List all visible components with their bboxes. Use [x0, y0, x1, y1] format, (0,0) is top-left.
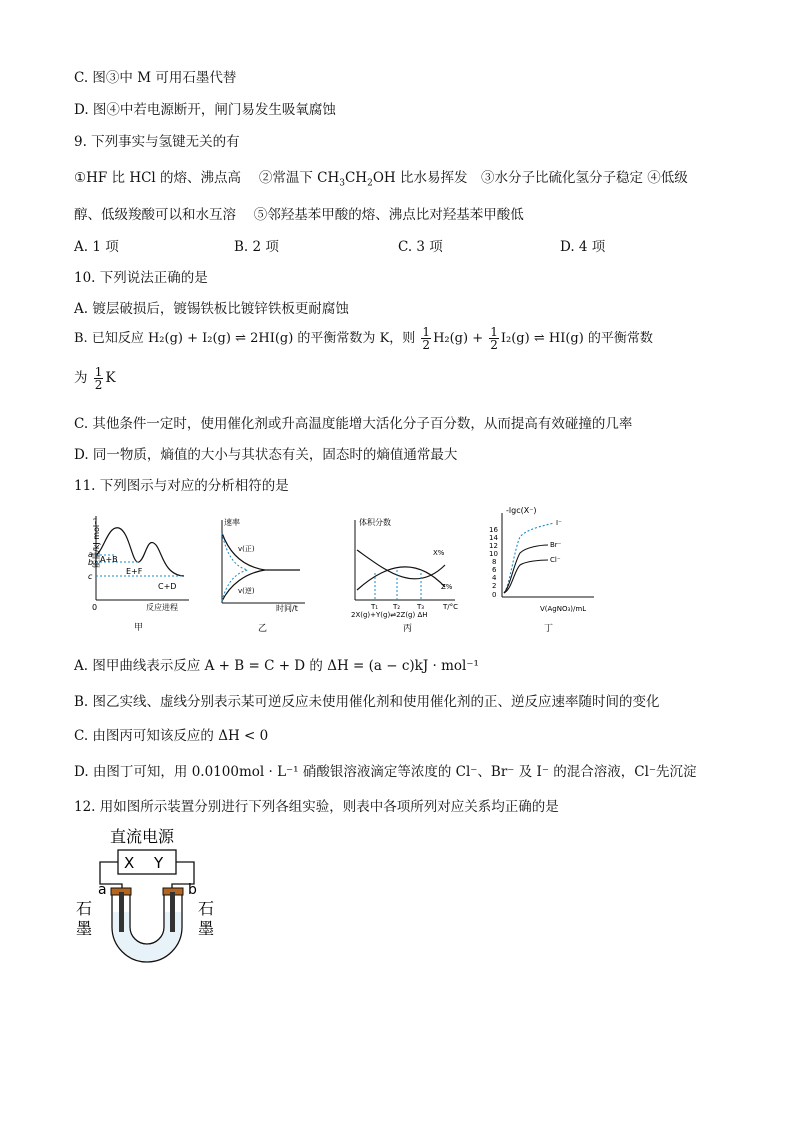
q9-items-mid1: CH — [344, 170, 368, 186]
figure-bing — [345, 515, 470, 637]
x-label: 反应进程 — [146, 603, 178, 612]
x-label: 时间/t — [276, 604, 298, 613]
reverse-label: v(逆) — [238, 587, 255, 595]
terminal-x: X — [124, 854, 135, 872]
figure-yi — [210, 515, 310, 637]
q11-option-b: B. 图乙实线、虚线分别表示某可逆反应未使用催化剂和使用催化剂的正、逆反应速率随时间的变化 — [74, 694, 660, 710]
figure-ding — [486, 505, 601, 637]
tick: 6 — [492, 566, 497, 574]
tick: 16 — [489, 526, 498, 534]
tick: 2 — [492, 582, 497, 590]
forward-solid — [222, 533, 300, 570]
q10-option-a: A. 镀层破损后，镀锡铁板比镀锌铁板更耐腐蚀 — [74, 301, 349, 317]
fraction-half: $\frac{1}{2}$ — [490, 325, 498, 352]
q9-option-a: A. 1 项 — [74, 239, 119, 255]
terminal-y: Y — [154, 854, 164, 872]
option-c-text: C. 图③中 M 可用石墨代替 — [74, 70, 237, 86]
tick: 4 — [492, 574, 497, 582]
q11-option-a: A. 图甲曲线表示反应 A + B = C + D 的 ΔH = (a − c)kJ · mol⁻¹ — [74, 658, 479, 674]
iodide-label: I⁻ — [556, 519, 562, 527]
y-label: 能量/kJ·mol⁻¹ — [92, 517, 101, 568]
right-graphite-2: 墨 — [198, 919, 215, 938]
q9-stem: 9. 下列事实与氢键无关的有 — [74, 134, 240, 150]
forward-label: v(正) — [238, 545, 255, 553]
caption: 丙 — [403, 624, 413, 634]
tick: 8 — [492, 558, 497, 566]
x-percent-curve — [357, 550, 445, 579]
z-percent-label: Z% — [441, 583, 453, 591]
q10-option-b-line1 — [74, 326, 653, 351]
y-label: 速率 — [224, 518, 240, 527]
tick: 14 — [489, 534, 498, 542]
bromide-curve — [504, 545, 548, 593]
option-d-text: D. 图④中若电源断开，闸门易发生吸氧腐蚀 — [74, 102, 336, 118]
t2-label: T₂ — [393, 603, 401, 611]
q9-items-line1: ①HF 比 HCl 的熔、沸点高 ②常温下 $CH_3CH_2OH$ 比水易挥发 ③水分子比硫化氢分子稳定 ④低级 — [74, 170, 688, 189]
x-label: V(AgNO₃)/mL — [540, 605, 587, 613]
caption: 甲 — [134, 623, 144, 633]
y-label: 体积分数 — [359, 518, 391, 527]
q11-option-d: D. 由图丁可知，用 0.0100mol · L⁻¹ 硝酸银溶液滴定等浓度的 Cl⁻、Br⁻ 及 I⁻ 的混合溶液，Cl⁻先沉淀 — [74, 764, 697, 780]
label-cd: C+D — [158, 582, 177, 591]
right-graphite-1: 石 — [198, 899, 215, 918]
q10-option-d: D. 同一物质，熵值的大小与其状态有关，固态时的熵值通常最大 — [74, 447, 458, 463]
t3-label: T₃ — [417, 603, 425, 611]
tick: 10 — [489, 550, 498, 558]
q10-option-c: C. 其他条件一定时，使用催化剂或升高温度能增大活化分子百分数，从而提高有效碰撞的几率 — [74, 416, 633, 432]
u-tube-inner — [130, 892, 164, 944]
q9-option-c: C. 3 项 — [398, 239, 443, 255]
q10-b-part4: 为 — [74, 370, 88, 386]
figure-jia — [74, 510, 194, 635]
q9-items-line2: 醇、低级羧酸可以和水互溶 ⑤邻羟基苯甲酸的熔、沸点比对羟基苯甲酸低 — [74, 207, 524, 223]
chloride-curve — [504, 560, 548, 593]
left-graphite-2: 墨 — [76, 919, 93, 938]
fraction-half: $\frac{1}{2}$ — [94, 365, 103, 392]
q11-option-c: C. 由图丙可知该反应的 ΔH < 0 — [74, 728, 269, 744]
reverse-dashed — [222, 570, 248, 601]
q10-b-part5: K — [105, 370, 116, 386]
power-source-label: 直流电源 — [110, 827, 175, 846]
tick: 12 — [489, 542, 498, 550]
q9-option-b: B. 2 项 — [234, 239, 279, 255]
t-axis-label: T/°C — [443, 603, 459, 611]
z-percent-curve — [357, 567, 445, 590]
q10-b-part1: B. 已知反应 H₂(g) + I₂(g) ⇌ 2HI(g) 的平衡常数为 K，则 — [74, 331, 416, 346]
electrolysis-apparatus — [70, 822, 230, 972]
y-label: -lgc(X⁻) — [506, 506, 537, 515]
q10-stem: 10. 下列说法正确的是 — [74, 270, 208, 286]
fraction-half: $\frac{1}{2}$ — [422, 325, 431, 352]
label-a: a — [88, 550, 93, 559]
t1-label: T₁ — [371, 603, 379, 611]
q11-stem: 11. 下列图示与对应的分析相符的是 — [74, 478, 289, 494]
q9-items-pre: ①HF 比 HCl 的熔、沸点高 ②常温下 CH — [74, 170, 340, 186]
electrode-a-label: a — [98, 882, 107, 898]
q10-option-b-line2 — [74, 366, 116, 391]
origin-label: 0 — [92, 603, 98, 612]
q10-b-part2: H₂(g) + — [433, 331, 484, 346]
x-percent-label: X% — [433, 549, 445, 557]
electrode-b-label: b — [188, 882, 197, 898]
left-graphite-1: 石 — [76, 899, 93, 918]
chloride-label: Cl⁻ — [550, 556, 561, 564]
q9-option-d: D. 4 项 — [560, 239, 606, 255]
caption: 乙 — [258, 624, 268, 634]
caption: 丁 — [544, 624, 554, 634]
equation: 2X(g)+Y(g)⇌2Z(g) ΔH — [351, 611, 428, 619]
electrode-a — [119, 892, 124, 932]
tick: 0 — [492, 591, 497, 599]
label-b: b — [88, 558, 94, 567]
bromide-label: Br⁻ — [550, 541, 562, 549]
q12-stem: 12. 用如图所示装置分别进行下列各组实验，则表中各项所列对应关系均正确的是 — [74, 799, 559, 815]
q10-b-part3: I₂(g) ⇌ HI(g) 的平衡常数 — [500, 331, 653, 346]
label-ab: A+B — [100, 555, 118, 564]
label-c: c — [88, 572, 93, 581]
label-ef: E+F — [126, 567, 143, 576]
q9-items-mid2: OH 比水易挥发 ③水分子比硫化氢分子稳定 ④低级 — [372, 170, 688, 186]
electrode-b — [170, 892, 175, 932]
